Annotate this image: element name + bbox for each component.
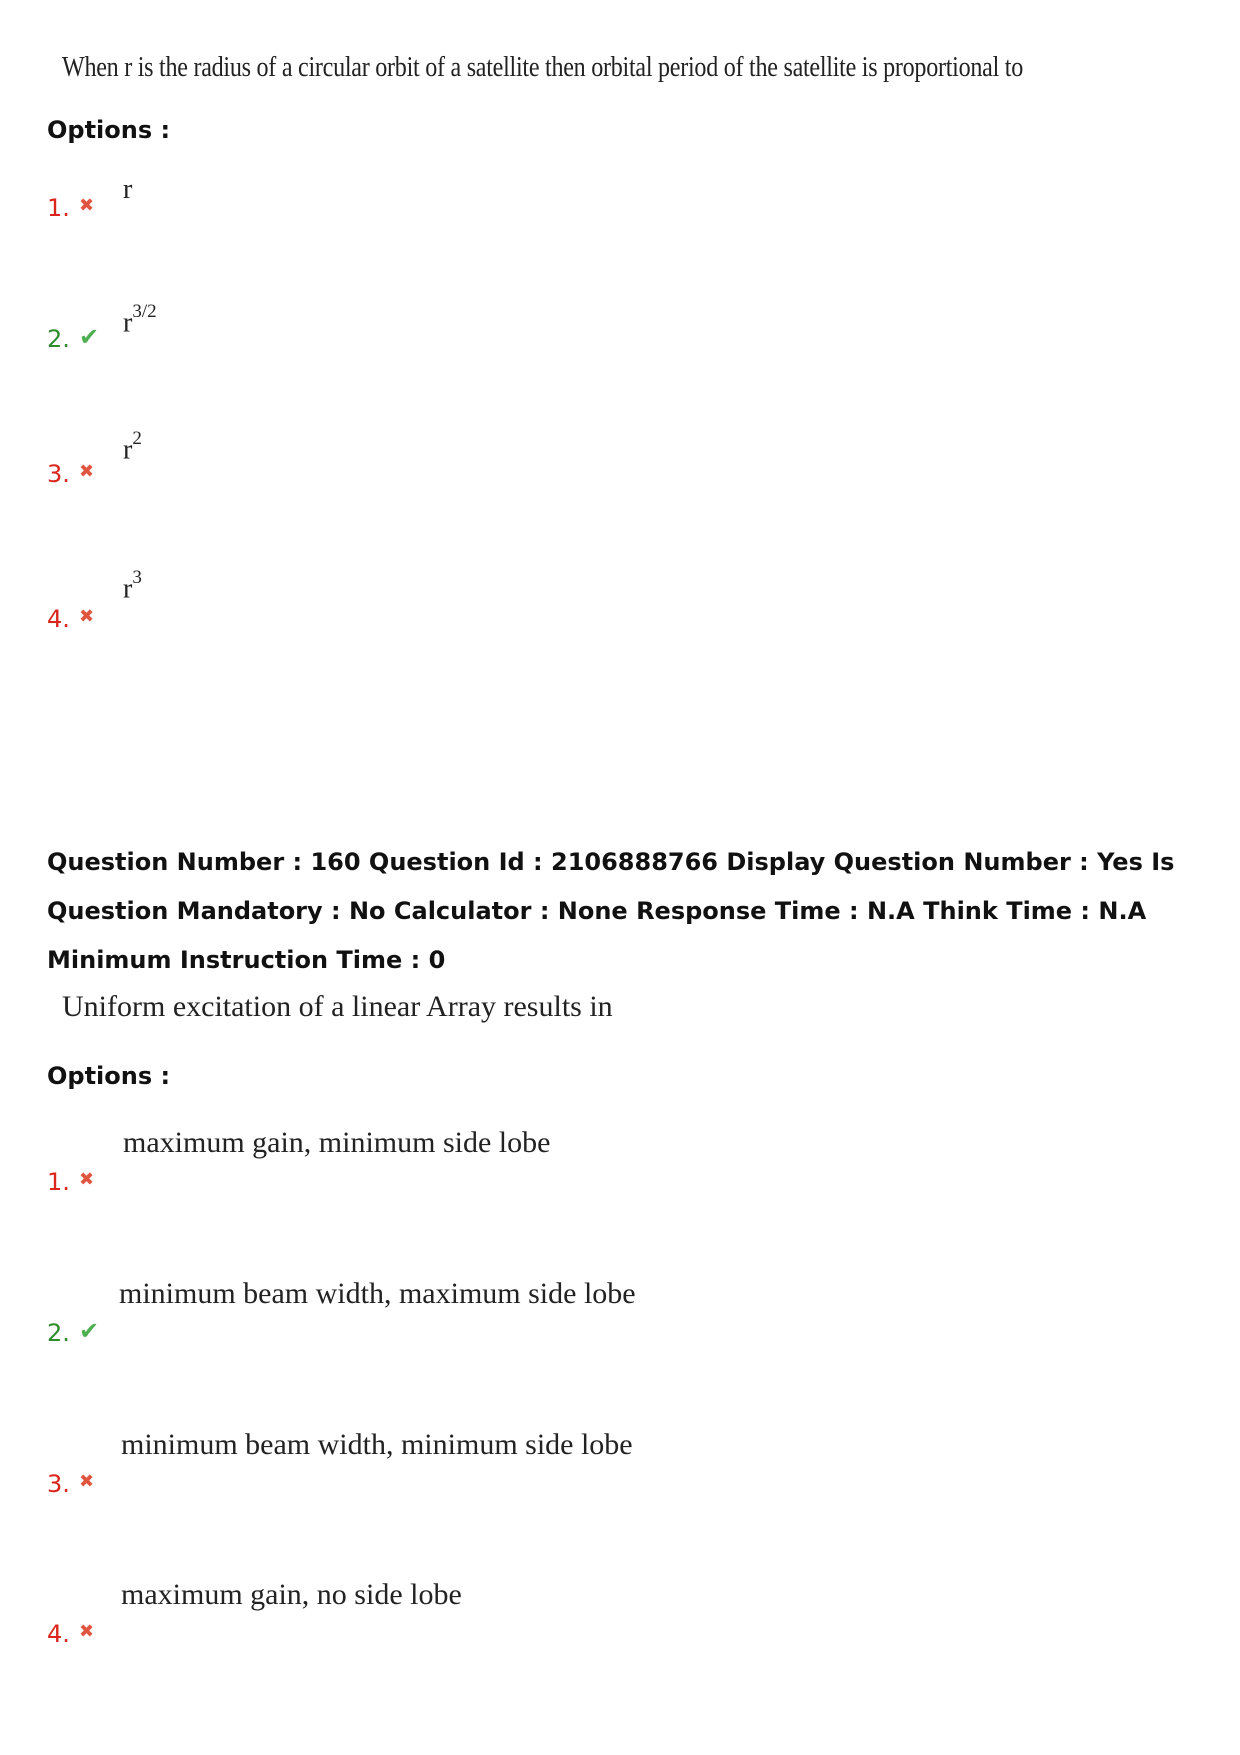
option-number: 3. [47,460,70,488]
option-number: 4. [47,605,70,633]
option-number: 1. [47,194,70,222]
cross-mark-icon: ✖ [79,1471,95,1492]
q2-option-2 [47,1277,1147,1347]
cross-mark-icon: ✖ [79,1169,95,1190]
q2-option-3 [47,1428,1147,1498]
cross-mark-icon: ✖ [79,195,95,216]
q1-option-3 [47,418,1147,488]
question-2-text: Uniform excitation of a linear Array results in [62,990,613,1023]
check-mark-icon: ✔ [79,323,100,351]
option-content: $r^{3/2}$ [123,301,157,339]
question-1-text: When r is the radius of a circular orbit of a satellite then orbital period of the satellite is proportional to [62,52,1024,83]
option-number: 1. [47,1168,70,1196]
cross-mark-icon: ✖ [79,1621,95,1642]
question-2-metadata: Question Number : 160 Question Id : 2106888766 Display Question Number : Yes Is Question Mandatory : No Calculator : None Response Time : N.A Think Time : N.A Minimum Instruction Time : 0 [47,848,1175,974]
option-content: maximum gain, minimum side lobe [123,1126,551,1159]
option-number: 3. [47,1470,70,1498]
options-label-1: Options : [47,116,171,144]
option-content: maximum gain, no side lobe [121,1578,462,1611]
q1-option-4 [47,563,1147,633]
option-content: $r^2$ [123,428,142,466]
check-mark-icon: ✔ [79,1317,100,1345]
option-content: minimum beam width, minimum side lobe [121,1428,633,1461]
option-number: 2. [47,325,70,353]
option-number: 2. [47,1319,70,1347]
option-content: minimum beam width, maximum side lobe [119,1277,636,1310]
options-label-2: Options : [47,1062,171,1090]
q2-option-1 [47,1126,1147,1196]
option-content: r [123,174,133,205]
cross-mark-icon: ✖ [79,606,95,627]
q2-option-4 [47,1578,1147,1648]
option-content: $r^3$ [123,567,142,605]
q1-option-2 [47,283,1147,353]
option-number: 4. [47,1620,70,1648]
q1-option-1 [47,152,1147,222]
cross-mark-icon: ✖ [79,461,95,482]
